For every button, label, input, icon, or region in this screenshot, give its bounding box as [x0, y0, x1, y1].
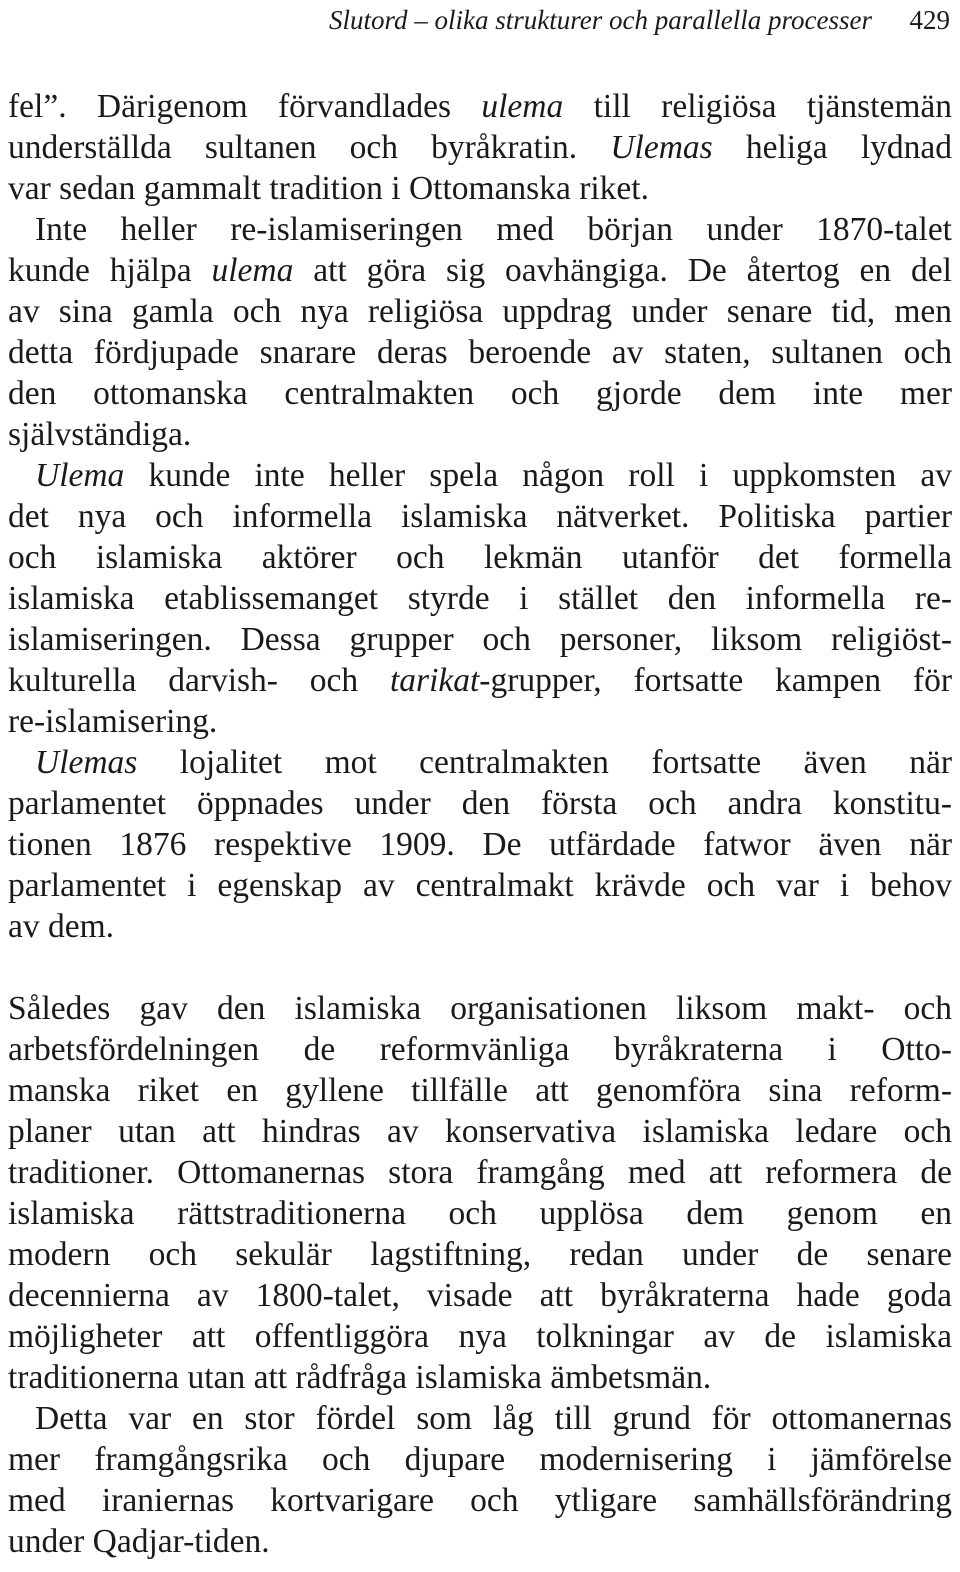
text-line: mer framgångsrika och djupare modernisering i jämförelse	[8, 1441, 952, 1478]
text-line: decennierna av 1800-talet, visade att byråkraterna hade goda	[8, 1277, 952, 1314]
text-line: Således gav den islamiska organisationen liksom makt- och	[8, 990, 952, 1027]
text-line: det nya och informella islamiska nätverket. Politiska partier	[8, 498, 952, 535]
text-line: Detta var en stor fördel som låg till grund för ottomanernas	[35, 1400, 952, 1437]
body-text	[8, 86, 952, 1562]
page-number: 429	[909, 5, 950, 35]
text-line: re-islamisering.	[8, 703, 218, 740]
text-line: traditioner. Ottomanernas stora framgång med att reformera de	[8, 1154, 952, 1191]
text-line: modern och sekulär lagstiftning, redan under de senare	[8, 1236, 952, 1273]
text-line: underställda sultanen och byråkratin. Ulemas heliga lydnad	[8, 129, 952, 166]
text-line: kunde hjälpa ulema att göra sig oavhängiga. De återtog en del	[8, 252, 952, 289]
text-line: möjligheter att offentliggöra nya tolkningar av de islamiska	[8, 1318, 952, 1355]
section-break	[8, 947, 952, 988]
text-line: tionen 1876 respektive 1909. De utfärdade fatwor även när	[8, 826, 952, 863]
text-line: islamiska rättstraditionerna och upplösa dem genom en	[8, 1195, 952, 1232]
text-line: den ottomanska centralmakten och gjorde dem inte mer	[8, 375, 952, 412]
text-line: under Qadjar-tiden.	[8, 1523, 270, 1560]
text-line: parlamentet i egenskap av centralmakt krävde och var i behov	[8, 867, 952, 904]
text-line: Inte heller re-islamiseringen med början under 1870-talet	[35, 211, 952, 248]
page-header	[0, 0, 960, 40]
text-line: och islamiska aktörer och lekmän utanför det formella	[8, 539, 952, 576]
text-line: planer utan att hindras av konservativa islamiska ledare och	[8, 1113, 952, 1150]
text-line: Ulemas lojalitet mot centralmakten fortsatte även när	[35, 744, 952, 781]
text-line: arbetsfördelningen de reformvänliga byråkraterna i Otto-	[8, 1031, 952, 1068]
text-line: traditionerna utan att rådfråga islamiska ämbetsmän.	[8, 1359, 712, 1396]
text-line: självständiga.	[8, 416, 192, 453]
text-line: islamiseringen. Dessa grupper och personer, liksom religiöst-	[8, 621, 952, 658]
text-line: parlamentet öppnades under den första och andra konstitu-	[8, 785, 952, 822]
text-line: fel”. Därigenom förvandlades ulema till religiösa tjänstemän	[8, 88, 952, 125]
text-line: manska riket en gyllene tillfälle att genomföra sina reform-	[8, 1072, 952, 1109]
text-line: kulturella darvish- och tarikat-grupper, fortsatte kampen för	[8, 662, 952, 699]
text-line: av dem.	[8, 908, 115, 945]
text-line: islamiska etablissemanget styrde i stället den informella re-	[8, 580, 952, 617]
running-title: Slutord – olika strukturer och parallella processer	[329, 5, 872, 35]
text-line: detta fördjupade snarare deras beroende av staten, sultanen och	[8, 334, 952, 371]
text-line: var sedan gammalt tradition i Ottomanska riket.	[8, 170, 649, 207]
text-line: Ulema kunde inte heller spela någon roll i uppkomsten av	[35, 457, 952, 494]
text-line: av sina gamla och nya religiösa uppdrag under senare tid, men	[8, 293, 952, 330]
text-line: med iraniernas kortvarigare och ytligare samhällsförändring	[8, 1482, 952, 1519]
